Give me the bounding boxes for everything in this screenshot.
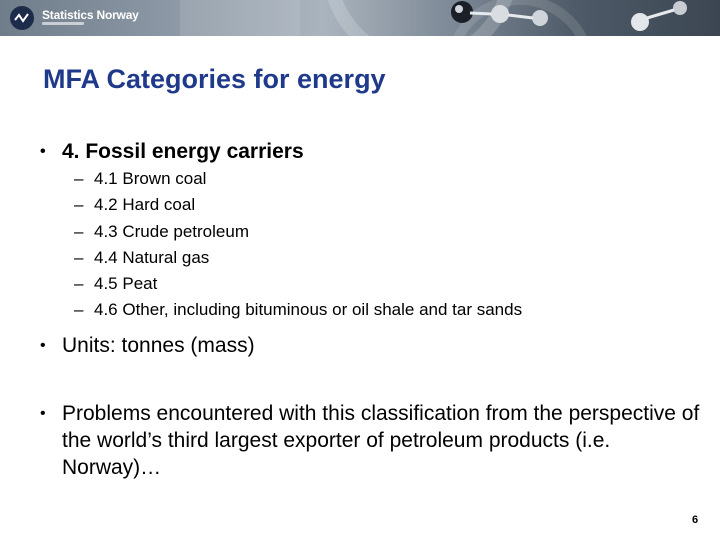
bullet-icon: • xyxy=(40,337,46,354)
page-number: 6 xyxy=(692,514,699,526)
decorative-panel xyxy=(180,0,300,36)
molecule-sphere xyxy=(631,13,649,31)
molecule-sphere xyxy=(491,5,509,23)
molecule-sphere xyxy=(532,10,548,26)
brand-tagline-mark xyxy=(42,22,84,25)
molecule-sphere xyxy=(451,1,473,23)
slide-title: MFA Categories for energy xyxy=(43,64,386,94)
logo-icon xyxy=(10,6,34,30)
molecule-bond xyxy=(470,13,492,14)
molecule-highlight xyxy=(455,5,463,13)
brand-name: Statistics Norway xyxy=(42,8,139,22)
bullet-icon: • xyxy=(40,405,46,422)
bullet-text: 4. Fossil energy carriers xyxy=(62,140,304,163)
bullet-icon: • xyxy=(40,143,46,160)
molecule-sphere xyxy=(673,1,687,15)
molecule-bond xyxy=(647,10,674,18)
bullet-text: Units: tonnes (mass) xyxy=(62,334,255,357)
molecule-bond xyxy=(508,15,533,18)
header-banner xyxy=(0,0,720,36)
bullet-text: Problems encountered with this classification from the perspective of the world’s third largest exporter of petroleum products (i.e. Norway)… xyxy=(62,402,700,479)
